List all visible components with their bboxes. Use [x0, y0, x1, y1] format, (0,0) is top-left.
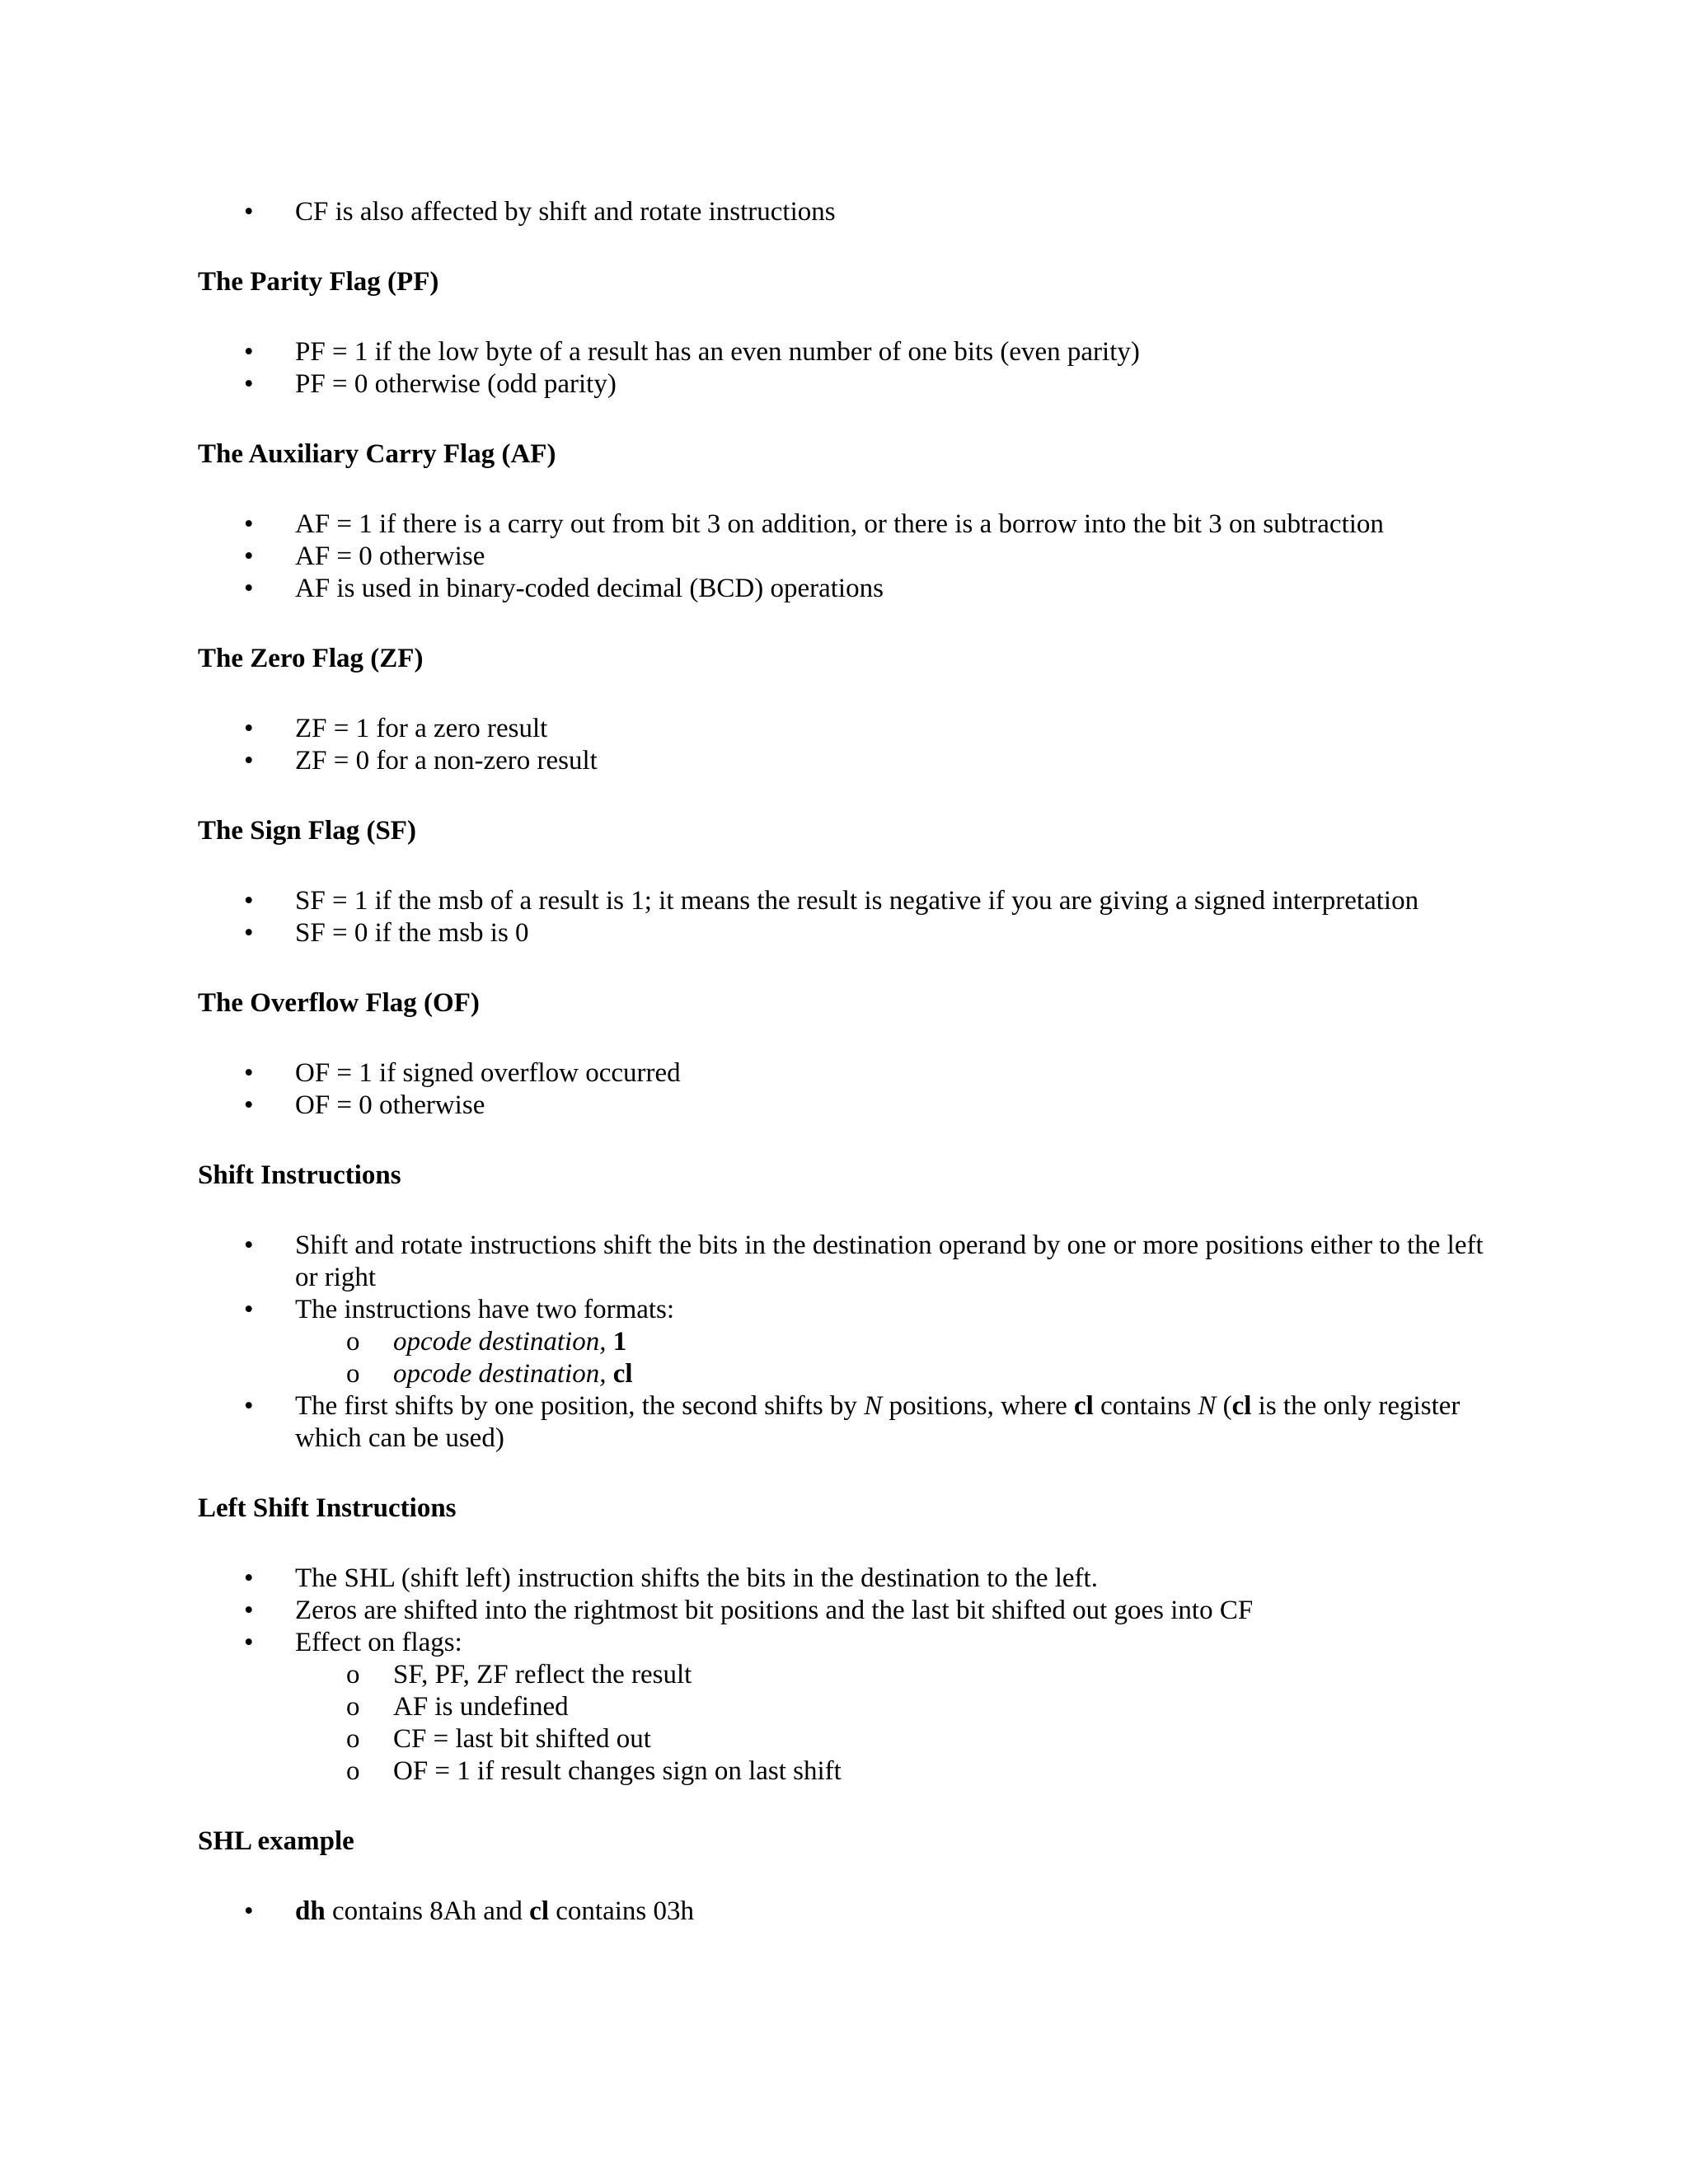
format-bold-operand: cl: [612, 1359, 633, 1389]
shl-example-bullet-list: [198, 1896, 1500, 1928]
section-title-sign-flag: The Sign Flag (SF): [198, 816, 416, 846]
format-italic-text: opcode destination,: [393, 1359, 607, 1389]
list-item-text: Effect on flags:: [295, 1628, 462, 1657]
sublist-item: o OF = 1 if result changes sign on last shift: [295, 1755, 1500, 1788]
format-italic-text: opcode destination,: [393, 1327, 607, 1357]
overflow-flag-bullet-list: [198, 1057, 1500, 1122]
list-item: • AF = 1 if there is a carry out from bit 3 on addition, or there is a borrow into the bit 3 on subtraction: [198, 509, 1500, 541]
left-shift-bullet-list: [198, 1563, 1500, 1788]
intro-bullet-list: [198, 196, 1500, 228]
text-run: positions, where: [882, 1391, 1075, 1421]
list-item: • SF = 0 if the msb is 0: [198, 917, 1500, 949]
list-item: [198, 1294, 1500, 1390]
text-run: contains 8Ah and: [325, 1896, 530, 1926]
text-run: contains: [1093, 1391, 1198, 1421]
sublist-item: [295, 1358, 1500, 1390]
list-item: • AF is used in binary-coded decimal (BCD) operations: [198, 573, 1500, 605]
list-item: [198, 1896, 1500, 1928]
list-item: • OF = 0 otherwise: [198, 1090, 1500, 1122]
text-run: is the only register which can be used): [295, 1391, 1461, 1453]
text-run: The first shifts by one position, the second shifts by: [295, 1391, 865, 1421]
section-title-overflow-flag: The Overflow Flag (OF): [198, 988, 480, 1018]
italic-n: N: [1198, 1391, 1217, 1421]
bold-register: cl: [1231, 1391, 1252, 1421]
list-item: • Shift and rotate instructions shift the bits in the destination operand by one or more positions either to the left or right: [198, 1230, 1500, 1294]
shift-instructions-bullet-list: [198, 1230, 1500, 1455]
list-item: [198, 1390, 1500, 1455]
list-item: [198, 1627, 1500, 1788]
sublist-item: [295, 1326, 1500, 1358]
list-item-text: The instructions have two formats:: [295, 1295, 675, 1324]
list-item: • OF = 1 if signed overflow occurred: [198, 1057, 1500, 1090]
section-title-auxiliary-carry-flag: The Auxiliary Carry Flag (AF): [198, 439, 556, 469]
section-title-left-shift-instructions: Left Shift Instructions: [198, 1493, 457, 1523]
section-title-shl-example: SHL example: [198, 1826, 354, 1856]
auxiliary-carry-flag-bullet-list: [198, 509, 1500, 605]
sublist-item: o SF, PF, ZF reflect the result: [295, 1659, 1500, 1691]
zero-flag-bullet-list: [198, 713, 1500, 777]
format-bold-operand: 1: [612, 1327, 627, 1357]
sublist-item: o AF is undefined: [295, 1691, 1500, 1723]
parity-flag-bullet-list: [198, 336, 1500, 401]
list-item: • PF = 0 otherwise (odd parity): [198, 368, 1500, 401]
bold-register: cl: [1074, 1391, 1094, 1421]
document-content: [198, 196, 1500, 1928]
effect-sublist: [295, 1659, 1500, 1788]
list-item: • CF is also affected by shift and rotate instructions: [198, 196, 1500, 228]
list-item: • SF = 1 if the msb of a result is 1; it means the result is negative if you are giving a signed interpretation: [198, 885, 1500, 917]
list-item: • ZF = 0 for a non-zero result: [198, 745, 1500, 777]
section-title-zero-flag: The Zero Flag (ZF): [198, 644, 424, 673]
italic-n: N: [864, 1391, 883, 1421]
list-item: • The SHL (shift left) instruction shifts the bits in the destination to the left.: [198, 1563, 1500, 1595]
text-run: contains 03h: [549, 1896, 694, 1926]
bold-register: cl: [529, 1896, 549, 1926]
list-item: • ZF = 1 for a zero result: [198, 713, 1500, 745]
section-title-parity-flag: The Parity Flag (PF): [198, 267, 439, 297]
sublist-item: o CF = last bit shifted out: [295, 1723, 1500, 1755]
text-run: (: [1216, 1391, 1232, 1421]
list-item: • Zeros are shifted into the rightmost bit positions and the last bit shifted out goes into CF: [198, 1595, 1500, 1627]
sign-flag-bullet-list: [198, 885, 1500, 949]
list-item: • PF = 1 if the low byte of a result has an even number of one bits (even parity): [198, 336, 1500, 368]
bold-register: dh: [295, 1896, 326, 1926]
list-item: • AF = 0 otherwise: [198, 541, 1500, 573]
format-sublist: [295, 1326, 1500, 1390]
section-title-shift-instructions: Shift Instructions: [198, 1160, 401, 1190]
